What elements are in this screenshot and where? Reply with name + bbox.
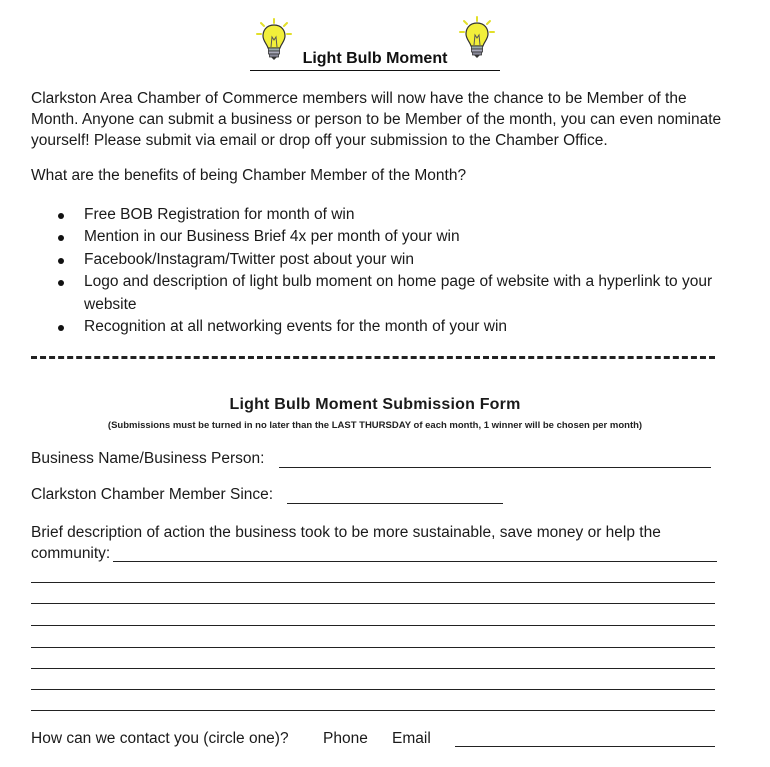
description-line[interactable] (31, 710, 715, 711)
cut-line-divider (31, 356, 715, 359)
description-line[interactable] (31, 647, 715, 648)
bullet-icon (58, 325, 64, 331)
member-since-label: Clarkston Chamber Member Since: (31, 486, 274, 503)
lightbulb-icon (256, 18, 292, 62)
benefits-list (56, 204, 716, 338)
contact-field[interactable] (455, 746, 715, 747)
description-line[interactable] (31, 582, 715, 583)
benefit-text: Recognition at all networking events for the month of your win (84, 318, 508, 336)
form-deadline-note: (Submissions must be turned in no later than the LAST THURSDAY of each month, 1 winner will be chosen per month) (107, 420, 643, 431)
contact-option-phone[interactable]: Phone (323, 730, 368, 747)
form-title: Light Bulb Moment Submission Form (229, 396, 521, 413)
description-line[interactable] (31, 603, 715, 604)
intro-paragraph: Clarkston Area Chamber of Commerce members will now have the chance to be Member of the Month. Anyone can submit a business or person to be Member of the month, you can even nominate yourself! Please submit via email or drop off your submission to the Chamber Office. (31, 90, 722, 149)
description-label: Brief description of action the business took to be more sustainable, save money or help the community: (31, 524, 661, 562)
header (250, 18, 500, 70)
business-name-label: Business Name/Business Person: (31, 450, 265, 467)
contact-label: How can we contact you (circle one)? (31, 730, 289, 747)
list-item (56, 316, 716, 338)
bullet-icon (58, 235, 64, 241)
list-item (56, 271, 716, 316)
benefits-question: What are the benefits of being Chamber Member of the Month? (31, 167, 467, 184)
lightbulb-icon (459, 16, 495, 60)
list-item (56, 204, 716, 226)
benefit-text: Logo and description of light bulb moment on home page of website with a hyperlink to your website (84, 273, 713, 313)
list-item (56, 226, 716, 248)
contact-option-email[interactable]: Email (392, 730, 431, 747)
benefit-text: Free BOB Registration for month of win (84, 206, 355, 223)
description-line[interactable] (31, 625, 715, 626)
bullet-icon (58, 280, 64, 286)
title-underline (250, 70, 500, 71)
benefit-text: Mention in our Business Brief 4x per month of your win (84, 228, 460, 246)
page-title: Light Bulb Moment (302, 50, 448, 67)
description-line[interactable] (31, 689, 715, 690)
list-item (56, 249, 716, 271)
description-line[interactable] (113, 561, 717, 562)
description-line[interactable] (31, 668, 715, 669)
bullet-icon (58, 213, 64, 219)
business-name-field[interactable] (279, 467, 711, 468)
bullet-icon (58, 258, 64, 264)
benefit-text: Facebook/Instagram/Twitter post about your win (84, 250, 414, 268)
member-since-field[interactable] (287, 503, 503, 504)
